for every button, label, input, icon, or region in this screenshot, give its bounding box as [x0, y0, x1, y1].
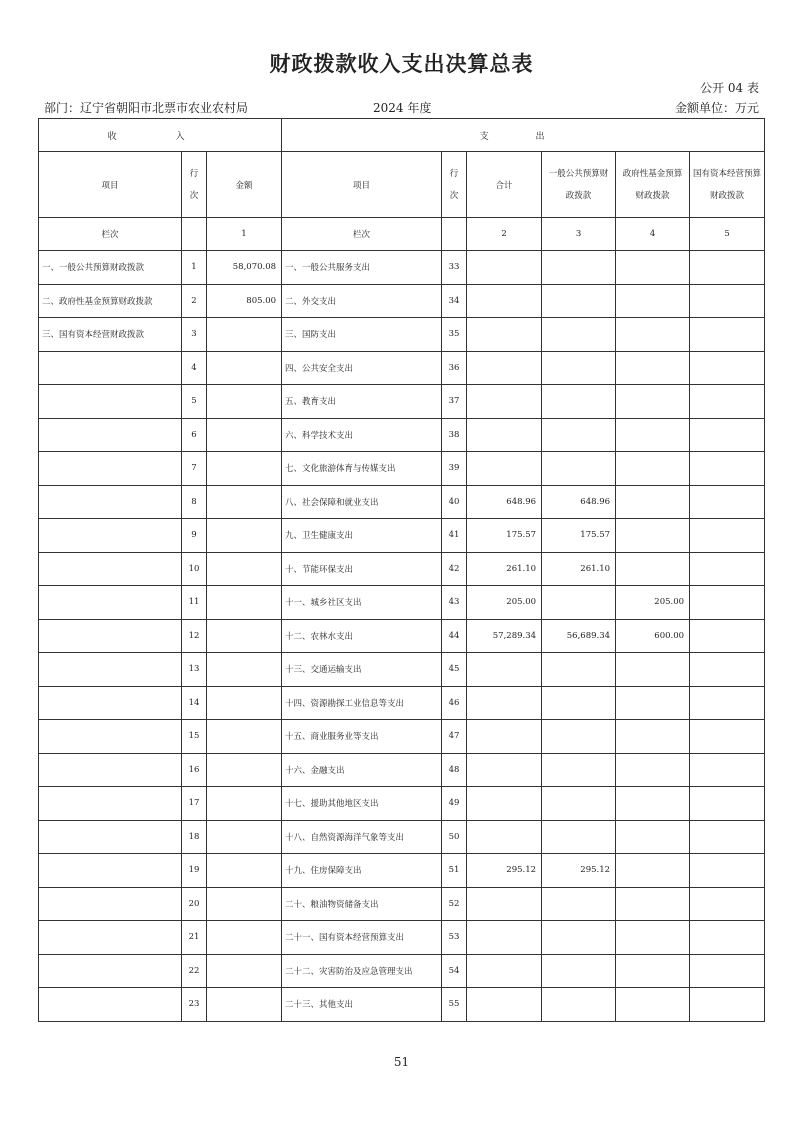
income-row-no-cell: 7 — [182, 452, 207, 486]
income-item-cell — [39, 921, 182, 955]
income-amount-cell — [207, 787, 282, 821]
gov-fund-cell — [616, 385, 690, 419]
income-row-no-cell: 16 — [182, 753, 207, 787]
general-budget-cell — [542, 753, 616, 787]
general-budget-cell — [542, 921, 616, 955]
col-number-2: 2 — [467, 218, 542, 251]
state-capital-cell — [690, 385, 765, 419]
general-budget-cell — [542, 720, 616, 754]
income-item-cell — [39, 519, 182, 553]
income-amount-cell — [207, 452, 282, 486]
gov-fund-cell — [616, 720, 690, 754]
income-amount-cell — [207, 653, 282, 687]
total-cell — [467, 988, 542, 1022]
income-row-no-cell: 20 — [182, 887, 207, 921]
income-row-no-cell: 12 — [182, 619, 207, 653]
total-cell: 261.10 — [467, 552, 542, 586]
state-capital-cell — [690, 720, 765, 754]
general-budget-cell — [542, 653, 616, 687]
income-row-no-cell: 8 — [182, 485, 207, 519]
general-budget-cell — [542, 284, 616, 318]
page-number: 51 — [393, 1055, 410, 1069]
expense-item-cell: 十二、农林水支出 — [282, 619, 442, 653]
income-item-cell — [39, 720, 182, 754]
expense-item-cell: 十一、城乡社区支出 — [282, 586, 442, 620]
total-cell — [467, 251, 542, 285]
income-amount-cell — [207, 820, 282, 854]
state-capital-cell — [690, 887, 765, 921]
income-item-cell — [39, 686, 182, 720]
income-section-label: 收 入 — [107, 131, 213, 142]
expense-row-no-cell: 50 — [442, 820, 467, 854]
table-row — [39, 720, 765, 754]
expense-section-label: 支 出 — [479, 131, 567, 142]
expense-item-cell: 十六、金融支出 — [282, 753, 442, 787]
table-row — [39, 921, 765, 955]
income-amount-cell — [207, 418, 282, 452]
income-row-no-cell: 5 — [182, 385, 207, 419]
state-capital-cell — [690, 921, 765, 955]
total-cell — [467, 720, 542, 754]
income-row-no-cell: 18 — [182, 820, 207, 854]
state-capital-cell — [690, 686, 765, 720]
expense-row-no-cell: 47 — [442, 720, 467, 754]
income-item-cell — [39, 653, 182, 687]
table-row — [39, 552, 765, 586]
state-capital-cell — [690, 284, 765, 318]
state-capital-cell — [690, 619, 765, 653]
page-title: 财政拨款收入支出决算总表 — [269, 52, 534, 76]
general-budget-cell — [542, 251, 616, 285]
income-item-cell — [39, 418, 182, 452]
total-cell: 648.96 — [467, 485, 542, 519]
state-capital-cell — [690, 753, 765, 787]
expense-item-cell: 十、节能环保支出 — [282, 552, 442, 586]
expense-row-no-cell: 43 — [442, 586, 467, 620]
table-row — [39, 686, 765, 720]
income-amount-cell: 805.00 — [207, 284, 282, 318]
income-row-no-cell: 15 — [182, 720, 207, 754]
table-row — [39, 519, 765, 553]
income-amount-cell — [207, 720, 282, 754]
income-row-no-cell: 23 — [182, 988, 207, 1022]
total-cell — [467, 887, 542, 921]
income-item-cell — [39, 887, 182, 921]
gov-fund-cell — [616, 887, 690, 921]
income-item-cell — [39, 988, 182, 1022]
income-item-cell — [39, 351, 182, 385]
expense-row-no-cell: 42 — [442, 552, 467, 586]
expense-item-cell: 二十二、灾害防治及应急管理支出 — [282, 954, 442, 988]
gov-fund-cell — [616, 854, 690, 888]
income-item-cell — [39, 854, 182, 888]
table-row — [39, 619, 765, 653]
expense-row-no-cell: 53 — [442, 921, 467, 955]
table-row — [39, 653, 765, 687]
table-row — [39, 351, 765, 385]
state-capital-cell — [690, 653, 765, 687]
fiscal-year: 2024 年度 — [373, 101, 432, 115]
table-row — [39, 318, 765, 352]
gov-fund-cell — [616, 284, 690, 318]
income-row-no-cell: 10 — [182, 552, 207, 586]
expense-row-no-cell: 39 — [442, 452, 467, 486]
general-budget-cell — [542, 351, 616, 385]
table-row — [39, 854, 765, 888]
income-item-cell — [39, 385, 182, 419]
income-item-cell — [39, 820, 182, 854]
col-number-4: 4 — [616, 218, 690, 251]
table-row — [39, 787, 765, 821]
state-capital-cell — [690, 351, 765, 385]
expense-row-no-cell: 44 — [442, 619, 467, 653]
income-row-no-cell: 11 — [182, 586, 207, 620]
expense-row-no-cell: 51 — [442, 854, 467, 888]
income-item-cell — [39, 485, 182, 519]
gov-fund-cell — [616, 753, 690, 787]
expense-row-no-cell: 38 — [442, 418, 467, 452]
budget-table — [38, 118, 765, 1022]
general-budget-cell: 295.12 — [542, 854, 616, 888]
gov-fund-cell — [616, 954, 690, 988]
state-capital-cell — [690, 854, 765, 888]
col-number-3: 3 — [542, 218, 616, 251]
general-budget-cell — [542, 418, 616, 452]
income-row-no-header — [182, 152, 207, 218]
col-number-1: 1 — [207, 218, 282, 251]
general-budget-cell — [542, 385, 616, 419]
gov-fund-cell — [616, 988, 690, 1022]
state-capital-cell — [690, 485, 765, 519]
total-cell — [467, 452, 542, 486]
general-budget-cell — [542, 686, 616, 720]
expense-row-no-cell: 49 — [442, 787, 467, 821]
total-cell — [467, 921, 542, 955]
income-row-no-cell: 13 — [182, 653, 207, 687]
table-row — [39, 485, 765, 519]
total-cell: 295.12 — [467, 854, 542, 888]
total-cell — [467, 318, 542, 352]
table-row — [39, 586, 765, 620]
income-amount-cell — [207, 318, 282, 352]
general-budget-cell — [542, 954, 616, 988]
income-row-no-cell: 9 — [182, 519, 207, 553]
expense-col-label: 栏次 — [282, 218, 442, 251]
table-row — [39, 418, 765, 452]
income-item-header: 项目 — [39, 152, 182, 218]
gov-fund-cell — [616, 686, 690, 720]
table-row — [39, 284, 765, 318]
gov-fund-cell — [616, 552, 690, 586]
total-cell — [467, 787, 542, 821]
total-cell: 175.57 — [467, 519, 542, 553]
gov-fund-header: 政府性基金预算财政拨款 — [616, 152, 690, 218]
gov-fund-cell — [616, 820, 690, 854]
income-item-cell — [39, 586, 182, 620]
income-item-cell — [39, 787, 182, 821]
gov-fund-cell — [616, 251, 690, 285]
state-capital-cell — [690, 988, 765, 1022]
income-col-label: 栏次 — [39, 218, 182, 251]
expense-row-no-cell: 36 — [442, 351, 467, 385]
general-budget-cell — [542, 586, 616, 620]
expense-item-cell: 十五、商业服务业等支出 — [282, 720, 442, 754]
expense-row-no-header — [442, 152, 467, 218]
gov-fund-cell — [616, 519, 690, 553]
income-section-header — [39, 119, 282, 152]
col-number-5: 5 — [690, 218, 765, 251]
general-budget-cell: 261.10 — [542, 552, 616, 586]
state-capital-cell — [690, 954, 765, 988]
income-item-cell — [39, 619, 182, 653]
expense-item-cell: 九、卫生健康支出 — [282, 519, 442, 553]
income-amount-cell — [207, 887, 282, 921]
expense-item-header: 项目 — [282, 152, 442, 218]
income-amount-cell — [207, 385, 282, 419]
table-row — [39, 753, 765, 787]
gov-fund-cell — [616, 318, 690, 352]
general-budget-cell — [542, 988, 616, 1022]
income-amount-cell — [207, 854, 282, 888]
total-cell — [467, 351, 542, 385]
income-amount-cell — [207, 988, 282, 1022]
general-budget-cell — [542, 887, 616, 921]
income-row-no-cell: 19 — [182, 854, 207, 888]
income-row-no-cell: 1 — [182, 251, 207, 285]
income-row-no-cell: 3 — [182, 318, 207, 352]
state-capital-cell — [690, 586, 765, 620]
income-amount-cell — [207, 586, 282, 620]
income-amount-cell — [207, 921, 282, 955]
expense-row-no-cell: 41 — [442, 519, 467, 553]
gov-fund-cell: 205.00 — [616, 586, 690, 620]
total-cell — [467, 820, 542, 854]
income-item-cell: 一、一般公共预算财政拨款 — [39, 251, 182, 285]
expense-row-no-cell: 46 — [442, 686, 467, 720]
income-amount-cell — [207, 351, 282, 385]
total-cell — [467, 753, 542, 787]
total-cell — [467, 385, 542, 419]
general-budget-cell — [542, 452, 616, 486]
income-row-no-cell: 22 — [182, 954, 207, 988]
expense-item-cell: 十四、资源勘探工业信息等支出 — [282, 686, 442, 720]
total-cell — [467, 954, 542, 988]
total-cell — [467, 653, 542, 687]
table-row — [39, 887, 765, 921]
department-label: 部门：辽宁省朝阳市北票市农业农村局 — [44, 101, 249, 115]
expense-item-cell: 一、一般公共服务支出 — [282, 251, 442, 285]
income-amount-cell — [207, 619, 282, 653]
table-row — [39, 820, 765, 854]
expense-row-no-cell: 55 — [442, 988, 467, 1022]
header-row-sections — [39, 119, 765, 152]
expense-item-cell: 六、科学技术支出 — [282, 418, 442, 452]
expense-item-cell: 十三、交通运输支出 — [282, 653, 442, 687]
general-budget-cell — [542, 820, 616, 854]
income-item-cell: 三、国有资本经营财政拨款 — [39, 318, 182, 352]
expense-row-no-cell: 48 — [442, 753, 467, 787]
state-capital-cell — [690, 519, 765, 553]
form-number: 公开 04 表 — [700, 81, 759, 95]
income-item-cell: 二、政府性基金预算财政拨款 — [39, 284, 182, 318]
general-budget-header: 一般公共预算财政拨款 — [542, 152, 616, 218]
gov-fund-cell — [616, 418, 690, 452]
expense-row-no-cell: 52 — [442, 887, 467, 921]
total-cell — [467, 686, 542, 720]
state-capital-cell — [690, 318, 765, 352]
income-amount-header: 金额 — [207, 152, 282, 218]
gov-fund-cell — [616, 921, 690, 955]
header-row-columns — [39, 152, 765, 218]
expense-item-cell: 二、外交支出 — [282, 284, 442, 318]
general-budget-cell — [542, 787, 616, 821]
expense-item-cell: 十九、住房保障支出 — [282, 854, 442, 888]
total-cell: 205.00 — [467, 586, 542, 620]
expense-item-cell: 十七、援助其他地区支出 — [282, 787, 442, 821]
income-item-cell — [39, 552, 182, 586]
income-amount-cell — [207, 552, 282, 586]
expense-item-cell: 八、社会保障和就业支出 — [282, 485, 442, 519]
total-cell: 57,289.34 — [467, 619, 542, 653]
expense-row-no-cell: 35 — [442, 318, 467, 352]
expense-item-cell: 三、国防支出 — [282, 318, 442, 352]
state-capital-cell — [690, 418, 765, 452]
expense-row-no-cell: 33 — [442, 251, 467, 285]
expense-row-no-cell: 37 — [442, 385, 467, 419]
general-budget-cell: 648.96 — [542, 485, 616, 519]
general-budget-cell — [542, 318, 616, 352]
expense-item-cell: 十八、自然资源海洋气象等支出 — [282, 820, 442, 854]
total-cell — [467, 284, 542, 318]
state-capital-header: 国有资本经营预算财政拨款 — [690, 152, 765, 218]
expense-item-cell: 四、公共安全支出 — [282, 351, 442, 385]
income-amount-cell — [207, 686, 282, 720]
expense-col-blank — [442, 218, 467, 251]
expense-row-no-cell: 40 — [442, 485, 467, 519]
income-row-no-cell: 2 — [182, 284, 207, 318]
amount-unit: 金额单位：万元 — [674, 101, 759, 115]
total-cell — [467, 418, 542, 452]
state-capital-cell — [690, 552, 765, 586]
expense-item-cell: 二十三、其他支出 — [282, 988, 442, 1022]
table-row — [39, 385, 765, 419]
gov-fund-cell — [616, 351, 690, 385]
state-capital-cell — [690, 251, 765, 285]
table-row — [39, 251, 765, 285]
table-row — [39, 954, 765, 988]
income-row-no-cell: 6 — [182, 418, 207, 452]
table-row — [39, 452, 765, 486]
income-amount-cell — [207, 485, 282, 519]
expense-item-cell: 二十、粮油物资储备支出 — [282, 887, 442, 921]
income-amount-cell — [207, 753, 282, 787]
expense-item-cell: 七、文化旅游体育与传媒支出 — [282, 452, 442, 486]
expense-item-cell: 二十一、国有资本经营预算支出 — [282, 921, 442, 955]
expense-row-no-cell: 45 — [442, 653, 467, 687]
income-row-no-label: 行次 — [189, 168, 199, 201]
gov-fund-cell — [616, 787, 690, 821]
state-capital-cell — [690, 452, 765, 486]
gov-fund-cell — [616, 653, 690, 687]
income-col-blank — [182, 218, 207, 251]
income-row-no-cell: 17 — [182, 787, 207, 821]
expense-item-cell: 五、教育支出 — [282, 385, 442, 419]
expense-row-no-label: 行次 — [449, 168, 459, 201]
header-row-column-numbers — [39, 218, 765, 251]
general-budget-cell: 56,689.34 — [542, 619, 616, 653]
gov-fund-cell — [616, 452, 690, 486]
income-amount-cell — [207, 519, 282, 553]
income-row-no-cell: 14 — [182, 686, 207, 720]
income-row-no-cell: 21 — [182, 921, 207, 955]
income-item-cell — [39, 452, 182, 486]
expense-row-no-cell: 54 — [442, 954, 467, 988]
general-budget-cell: 175.57 — [542, 519, 616, 553]
income-item-cell — [39, 753, 182, 787]
income-amount-cell: 58,070.08 — [207, 251, 282, 285]
state-capital-cell — [690, 820, 765, 854]
expense-row-no-cell: 34 — [442, 284, 467, 318]
income-row-no-cell: 4 — [182, 351, 207, 385]
table-row — [39, 988, 765, 1022]
income-item-cell — [39, 954, 182, 988]
expense-section-header — [282, 119, 765, 152]
gov-fund-cell — [616, 485, 690, 519]
income-amount-cell — [207, 954, 282, 988]
gov-fund-cell: 600.00 — [616, 619, 690, 653]
total-header: 合计 — [467, 152, 542, 218]
state-capital-cell — [690, 787, 765, 821]
